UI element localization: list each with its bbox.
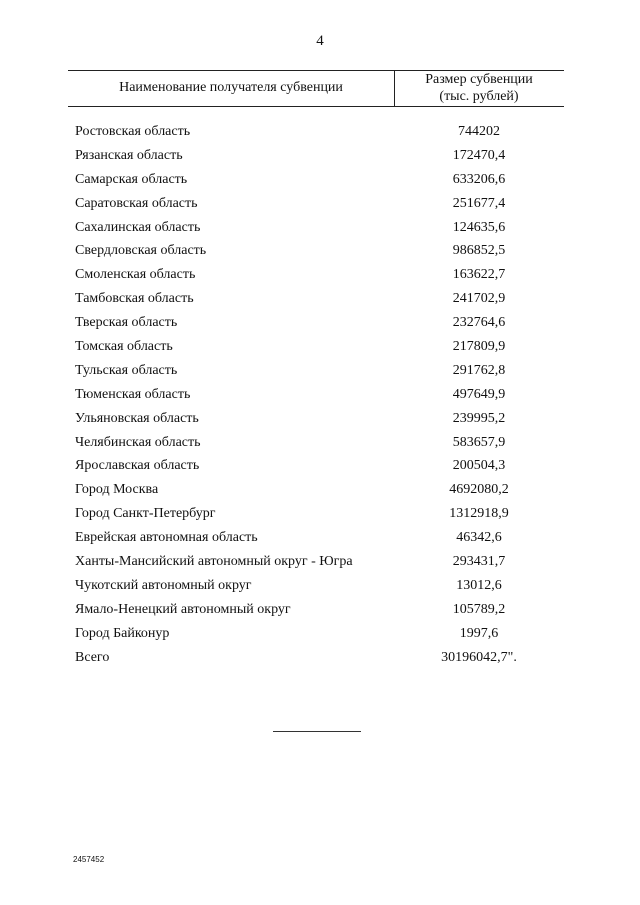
subvention-amount-cell: 986852,5 bbox=[452, 243, 506, 259]
subvention-amount-cell: 4692080,2 bbox=[449, 482, 509, 498]
header-subvention-amount bbox=[394, 71, 564, 105]
subvention-amount-cell: 239995,2 bbox=[452, 410, 506, 426]
table-row bbox=[0, 193, 640, 217]
subvention-amount-cell: 583657,9 bbox=[452, 434, 506, 450]
recipient-name-cell: Свердловская область bbox=[75, 243, 207, 259]
table-row bbox=[0, 479, 640, 503]
table-row bbox=[0, 288, 640, 312]
subvention-amount-cell: 1312918,9 bbox=[449, 506, 509, 522]
recipient-name-cell: Всего bbox=[75, 649, 110, 665]
table-row bbox=[0, 408, 640, 432]
recipient-name-cell: Саратовская область bbox=[75, 195, 198, 211]
recipient-name-cell: Город Санкт-Петербург bbox=[75, 506, 216, 522]
header-recipient-name: Наименование получателя субвенции bbox=[119, 80, 343, 95]
table-header-bottom-rule bbox=[68, 106, 564, 107]
subvention-amount-cell: 172470,4 bbox=[452, 147, 506, 163]
table-row bbox=[0, 312, 640, 336]
table-row bbox=[0, 217, 640, 241]
header-amount-title: Размер субвенции bbox=[425, 72, 533, 87]
subvention-amount-cell: 13012,6 bbox=[456, 577, 502, 593]
table-row bbox=[0, 336, 640, 360]
recipient-name-cell: Ульяновская область bbox=[75, 410, 199, 426]
recipient-name-cell: Ханты-Мансийский автономный округ - Югра bbox=[75, 554, 353, 570]
recipient-name-cell: Рязанская область bbox=[75, 147, 183, 163]
table-row bbox=[0, 384, 640, 408]
recipient-name-cell: Еврейская автономная область bbox=[75, 530, 258, 546]
table-row bbox=[0, 527, 640, 551]
recipient-name-cell: Город Москва bbox=[75, 482, 159, 498]
recipient-name-cell: Чукотский автономный округ bbox=[75, 577, 252, 593]
table-row bbox=[0, 599, 640, 623]
recipient-name-cell: Ростовская область bbox=[75, 124, 191, 139]
recipient-name-cell: Тульская область bbox=[75, 362, 178, 378]
table-row bbox=[0, 647, 640, 671]
page-number: 4 bbox=[316, 33, 324, 49]
table-row bbox=[0, 169, 640, 193]
table-row bbox=[0, 240, 640, 264]
subvention-amount-cell: 293431,7 bbox=[452, 554, 506, 570]
subvention-amount-cell: 497649,9 bbox=[452, 386, 506, 402]
subvention-amount-cell: 30196042,7". bbox=[441, 649, 517, 665]
subvention-amount-cell: 217809,9 bbox=[452, 339, 506, 355]
subvention-amount-cell: 291762,8 bbox=[452, 362, 506, 378]
subvention-amount-cell: 232764,6 bbox=[452, 315, 506, 331]
recipient-name-cell: Смоленская область bbox=[75, 267, 196, 283]
subvention-amount-cell: 163622,7 bbox=[452, 267, 506, 283]
subvention-amount-cell: 633206,6 bbox=[452, 171, 506, 187]
subvention-amount-cell: 251677,4 bbox=[452, 195, 506, 211]
table-row bbox=[0, 121, 640, 145]
end-separator-line bbox=[273, 731, 361, 732]
subvention-amount-cell: 46342,6 bbox=[456, 530, 502, 546]
recipient-name-cell: Тамбовская область bbox=[75, 291, 194, 307]
subvention-amount-cell: 105789,2 bbox=[452, 601, 506, 617]
table-body bbox=[0, 121, 640, 670]
recipient-name-cell: Тюменская область bbox=[75, 386, 191, 402]
table-row bbox=[0, 264, 640, 288]
table-row bbox=[0, 551, 640, 575]
subvention-amount-cell: 1997,6 bbox=[459, 625, 499, 641]
recipient-name-cell: Тверская область bbox=[75, 315, 178, 331]
subvention-amount-cell: 744202 bbox=[458, 124, 500, 139]
table-row bbox=[0, 575, 640, 599]
table-row bbox=[0, 455, 640, 479]
header-amount-unit: (тыс. рублей) bbox=[439, 89, 519, 104]
subvention-amount-cell: 241702,9 bbox=[452, 291, 506, 307]
recipient-name-cell: Ярославская область bbox=[75, 458, 200, 474]
table-row bbox=[0, 623, 640, 647]
recipient-name-cell: Самарская область bbox=[75, 171, 188, 187]
table-row bbox=[0, 503, 640, 527]
recipient-name-cell: Сахалинская область bbox=[75, 219, 201, 235]
recipient-name-cell: Челябинская область bbox=[75, 434, 201, 450]
table-row bbox=[0, 145, 640, 169]
subvention-amount-cell: 200504,3 bbox=[452, 458, 506, 474]
subvention-amount-cell: 124635,6 bbox=[452, 219, 506, 235]
table-row bbox=[0, 360, 640, 384]
table-row bbox=[0, 432, 640, 456]
recipient-name-cell: Томская область bbox=[75, 339, 173, 355]
document-code: 2457452 bbox=[73, 855, 105, 864]
recipient-name-cell: Город Байконур bbox=[75, 625, 170, 641]
recipient-name-cell: Ямало-Ненецкий автономный округ bbox=[75, 601, 291, 617]
